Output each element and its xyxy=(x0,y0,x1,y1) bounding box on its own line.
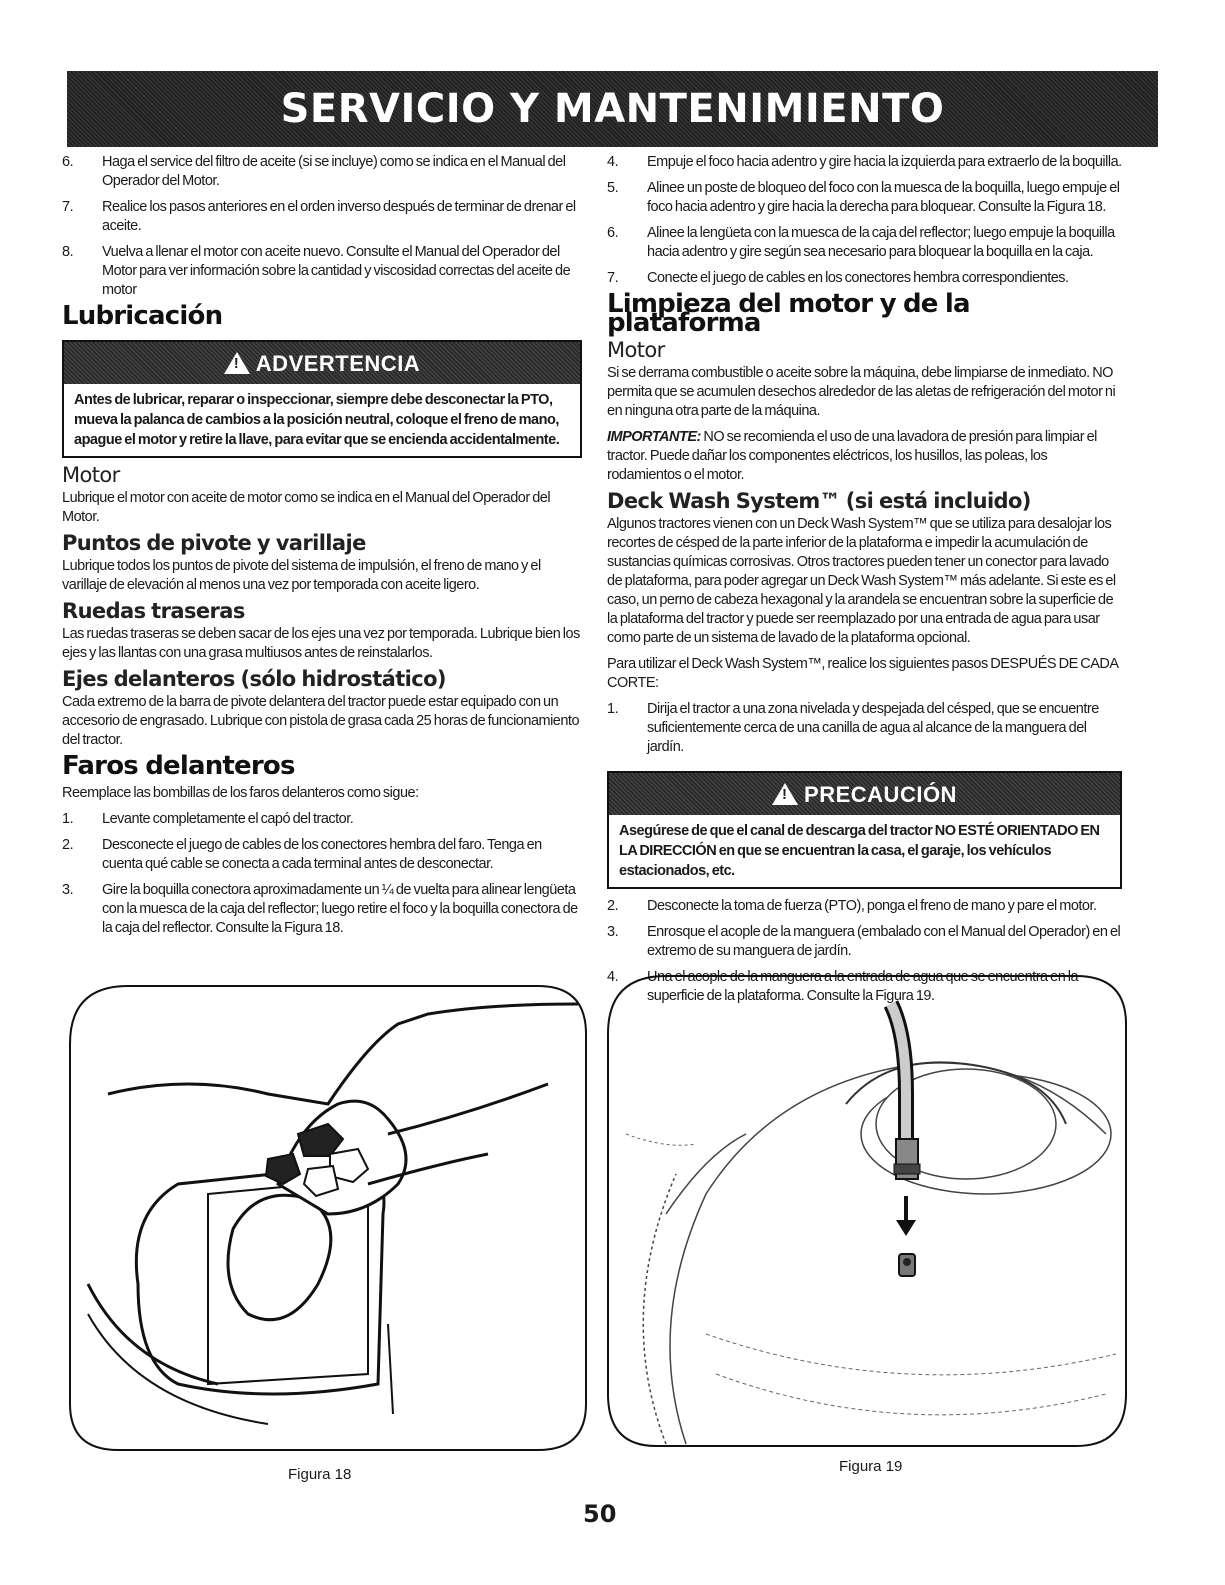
item-text: Dirija el tractor a una zona nivelada y despejada del césped, que se encuentre suficientemente cerca de una canilla de agua al alcance de la manguera del jardín. xyxy=(647,701,1099,755)
list-item xyxy=(62,836,582,874)
motor-heading: Motor xyxy=(607,338,665,362)
importante-paragraph xyxy=(607,428,1122,485)
motor-text: Lubrique el motor con aceite de motor como se indica en el Manual del Operador del Motor. xyxy=(62,490,551,525)
item-number: 2. xyxy=(607,898,619,914)
list-item xyxy=(607,923,1122,961)
list-item xyxy=(62,810,582,829)
limpieza-heading: Limpieza del motor y de la plataforma xyxy=(607,289,970,338)
deckwash-heading: Deck Wash System™ (si está incluido) xyxy=(607,489,1031,513)
item-text: Realice los pasos anteriores en el orden inverso después de terminar de drenar el aceite. xyxy=(102,199,576,234)
list-item xyxy=(62,881,582,938)
item-text: Empuje el foco hacia adentro y gire hacia la izquierda para extraerlo de la boquilla. xyxy=(647,154,1122,170)
figure-19-deck-wash-illustration xyxy=(606,974,1128,1448)
section-title: SERVICIO Y MANTENIMIENTO xyxy=(280,86,945,132)
item-text: Una el acople de la manguera a la entrada de agua que se encuentra en la superficie de la plataforma. Consulte la Figura 19. xyxy=(647,969,1079,1004)
list-item xyxy=(62,243,582,300)
warning-header xyxy=(64,342,580,384)
item-text: Haga el service del filtro de aceite (si se incluye) como se indica en el Manual del Operador del Motor. xyxy=(102,154,566,189)
item-number: 2. xyxy=(62,837,74,853)
left-column xyxy=(62,153,582,945)
caution-label: PRECAUCIÓN xyxy=(804,781,957,807)
faros-heading: Faros delanteros xyxy=(62,751,295,781)
list-item xyxy=(607,700,1122,757)
item-number: 6. xyxy=(607,225,619,241)
ruedas-heading: Ruedas traseras xyxy=(62,599,245,623)
lubricacion-heading: Lubricación xyxy=(62,301,223,331)
item-number: 3. xyxy=(62,882,74,898)
item-number: 1. xyxy=(607,701,619,717)
list-item xyxy=(607,269,1122,288)
item-number: 7. xyxy=(607,270,619,286)
item-text: Desconecte el juego de cables de los conectores hembra del faro. Tenga en cuenta qué cable se conecta a cada terminal antes de desconectar. xyxy=(102,837,542,872)
item-text: Alinee la lengüeta con la muesca de la caja del reflector; luego empuje la boquilla hacia adentro y gire según sea necesario para bloquear la boquilla en la caja. xyxy=(647,225,1115,260)
item-text: Alinee un poste de bloqueo del foco con la muesca de la boquilla, luego empuje el foco hacia adentro y gire hacia la derecha para bloquear. Consulte la Figura 18. xyxy=(647,180,1120,215)
item-number: 1. xyxy=(62,811,74,827)
item-text: Enrosque el acople de la manguera (embalado con el Manual del Operador) en el extremo de su manguera de jardín. xyxy=(647,924,1121,959)
ejes-heading: Ejes delanteros (sólo hidrostático) xyxy=(62,667,446,691)
item-number: 5. xyxy=(607,180,619,196)
list-item xyxy=(607,179,1122,217)
right-column xyxy=(607,153,1122,1013)
item-number: 3. xyxy=(607,924,619,940)
list-item xyxy=(62,198,582,236)
pivote-text: Lubrique todos los puntos de pivote del sistema de impulsión, el freno de mano y el varillaje de elevación al menos una vez por temporada con aceite ligero. xyxy=(62,558,541,593)
warning-box xyxy=(62,340,582,458)
usar-text: Para utilizar el Deck Wash System™, realice los siguientes pasos DESPUÉS DE CADA CORTE: xyxy=(607,656,1118,691)
ejes-text: Cada extremo de la barra de pivote delantera del tractor puede estar equipado con un accesorio de engrasado. Lubrique con pistola de grasa cada 25 horas de funcionamiento del tractor. xyxy=(62,694,580,748)
faros-text: Reemplace las bombillas de los faros delanteros como sigue: xyxy=(62,785,419,801)
item-number: 6. xyxy=(62,154,74,170)
item-number: 8. xyxy=(62,244,74,260)
warning-text: Antes de lubricar, reparar o inspeccionar, siempre debe desconectar la PTO, mueva la palanca de cambios a la posición neutral, coloque el freno de mano, apague el motor y retire la llave, para evitar que se encienda accidentalmente. xyxy=(74,392,560,448)
item-number: 4. xyxy=(607,154,619,170)
warning-label: ADVERTENCIA xyxy=(255,350,421,376)
item-text: Levante completamente el capó del tractor. xyxy=(102,811,354,827)
list-item xyxy=(607,224,1122,262)
item-text: Conecte el juego de cables en los conectores hembra correspondientes. xyxy=(647,270,1069,286)
caution-text: Asegúrese de que el canal de descarga del tractor NO ESTÉ ORIENTADO EN LA DIRECCIÓN en que se encuentran la casa, el garaje, los vehículos estacionados, etc. xyxy=(619,823,1100,879)
figure-18-caption: Figura 18 xyxy=(288,1466,352,1483)
importante-label: IMPORTANTE: xyxy=(607,429,701,445)
importante-text: NO se recomienda el uso de una lavadora de presión para limpiar el tractor. Puede dañar los componentes eléctricos, los husillos, las poleas, los rodamientos o el motor. xyxy=(607,429,1097,483)
pivote-heading: Puntos de pivote y varillaje xyxy=(62,531,366,555)
item-text: Desconecte la toma de fuerza (PTO), ponga el freno de mano y pare el motor. xyxy=(647,898,1097,914)
page-number: 50 xyxy=(583,1500,617,1528)
caution-header xyxy=(609,773,1120,815)
warning-triangle-icon: ! xyxy=(224,352,250,374)
warning-triangle-icon: ! xyxy=(772,783,798,805)
deckwash-text: Algunos tractores vienen con un Deck Wash System™ que se utiliza para desalojar los recortes de césped de la parte inferior de la plataforma e impedir la acumulación de sustancias químicas corrosivas. Otros tractores pueden tener un conector para lavado de plataforma, para poder agregar un Deck Wash System™ más adelante. Si este es el caso, un perno de cabeza hexagonal y la arandela se encuentran sobre la superficie de la plataforma del tractor y puede ser reemplazado por una entrada de agua para usar como parte de un sistema de lavado de la plataforma opcional. xyxy=(607,516,1116,646)
ruedas-text: Las ruedas traseras se deben sacar de los ejes una vez por temporada. Lubrique bien los ejes y las llantas con una grasa multiusos antes de reinstalarlos. xyxy=(62,626,580,661)
caution-box xyxy=(607,771,1122,889)
item-number: 4. xyxy=(607,969,619,985)
figure-18-headlight-bulb-illustration xyxy=(68,984,588,1452)
item-text: Vuelva a llenar el motor con aceite nuevo. Consulte el Manual del Operador del Motor para ver información sobre la cantidad y viscosidad correctas del aceite de motor xyxy=(102,244,571,298)
section-banner xyxy=(67,71,1158,147)
list-item xyxy=(607,153,1122,172)
item-text: Gire la boquilla conectora aproximadamente un ¼ de vuelta para alinear lengüeta con la muesca de la caja del reflector; luego retire el foco y la boquilla conectora de la caja del reflector. Consulte la Figura 18. xyxy=(102,882,578,936)
item-number: 7. xyxy=(62,199,74,215)
list-item xyxy=(62,153,582,191)
motor-heading: Motor xyxy=(62,463,120,487)
figure-19-caption: Figura 19 xyxy=(839,1458,903,1475)
motor-text: Si se derrama combustible o aceite sobre la máquina, debe limpiarse de inmediato. NO permita que se acumulen desechos alrededor de las aletas de refrigeración del motor ni en ninguna otra parte de la máquina. xyxy=(607,365,1116,419)
list-item xyxy=(607,897,1122,916)
